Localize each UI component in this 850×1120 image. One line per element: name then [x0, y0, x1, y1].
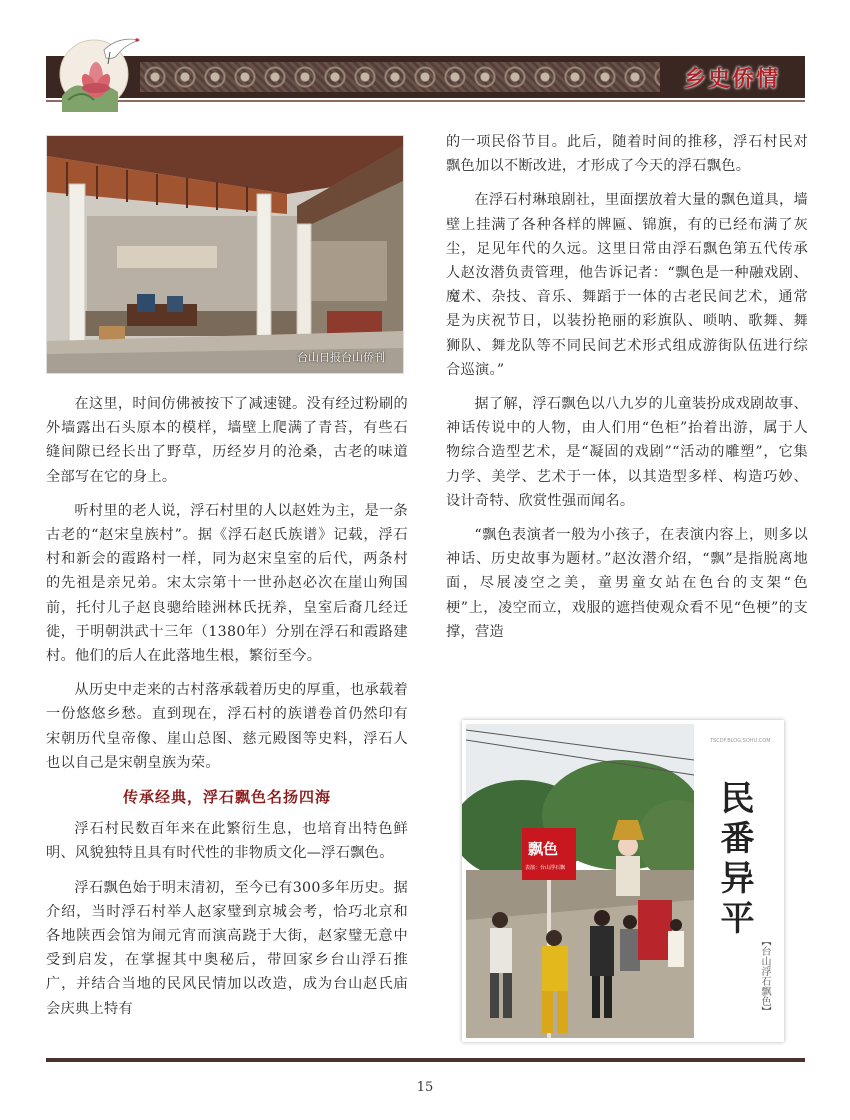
photo-source-caption: TSCDF.BLOG.SOHU.COM — [710, 738, 771, 744]
calligraphy-subtitle: 【台山浮石飘色】 — [759, 936, 770, 1016]
lotus-crane-ornament-icon — [48, 30, 144, 114]
parade-sign-subtext: 表演：台山浮石飘 — [525, 865, 566, 871]
footer-rule — [46, 1058, 805, 1062]
paragraph: 据了解，浮石飘色以八九岁的儿童装扮成戏剧故事、神话传说中的人物，由人们用“色柜”抬着出游，属于人物综合造型艺术，是“凝固的戏剧”“活动的雕塑”，它集力学、美学、艺术于一体，以其造型多样、构造巧妙、设计奇特、欣赏性强而闻名。 — [446, 396, 808, 509]
section-title-box — [662, 60, 802, 94]
right-text-column — [446, 130, 808, 654]
paragraph: 浮石村民数百年来在此繁衍生息，也培育出特色鲜明、风貌独特且具有时代性的非物质文化—浮石飘色。 — [46, 821, 408, 862]
section-subheading: 传承经典，浮石飘色名扬四海 — [122, 788, 331, 807]
paragraph: 在这里，时间仿佛被按下了减速键。没有经过粉刷的外墙露出石头原本的模样，墙壁上爬满了青苔，有些石缝间隙已经长出了野草，历经岁月的沧桑，古老的味道全部写在它的身上。 — [46, 396, 408, 485]
paragraph: 听村里的老人说，浮石村里的人以赵姓为主，是一条古老的“赵宋皇族村”。据《浮石赵氏族谱》记载，浮石村和新会的霞路村一样，同为赵宋皇室的后代，两条村的先祖是亲兄弟。宋太宗第十一世孙赵必次在崖山殉国前，托付儿子赵良骢给睦洲林氏抚养，皇室后裔几经迁徙，于明朝洪武十三年（1380年）分别在浮石和霞路建村。他们的后人在此落地生根，繁衍至今。 — [46, 502, 408, 665]
parade-sign-label: 飘色 — [528, 840, 559, 858]
photo-watermark: 台山日报台山侨刊 — [297, 351, 385, 364]
paragraph: 从历史中走来的古村落承载着历史的厚重，也承载着一份悠悠乡愁。直到现在，浮石村的族谱卷首仍然印有宋朝历代皇帝像、崖山总图、慈元殿图等史料，浮石人也以自己是宋朝皇族为荣。 — [46, 682, 408, 771]
paragraph: 在浮石村琳琅剧社，里面摆放着大量的飘色道具，墙壁上挂满了各种各样的牌匾、锦旗，有的已经布满了灰尘，足见年代的久远。这里日常由浮石飘色第五代传承人赵汝潜负责管理，他告诉记者：“飘色是一种融戏剧、魔术、杂技、音乐、舞蹈于一体的古老民间艺术，通常是为庆祝节日，以装扮艳丽的彩旗队、唢呐、歌舞、舞狮队、舞龙队等不同民间艺术形式组成游街队伍进行综合巡演。” — [446, 192, 808, 378]
paragraph-continuation: 的一项民俗节目。此后，随着时间的推移，浮石村民对飘色加以不断改进，才形成了今天的浮石飘色。 — [446, 134, 808, 175]
header-ornamental-pattern — [140, 62, 660, 92]
ancestral-hall-photo — [46, 135, 404, 374]
header-rule — [46, 100, 805, 102]
calligraphy-title: 民番异平 — [714, 780, 754, 940]
left-text-column — [46, 392, 408, 1031]
piaose-parade-photo — [462, 720, 784, 1042]
page-number: 15 — [416, 1080, 434, 1095]
section-title: 乡史侨情 — [683, 65, 780, 92]
paragraph: 浮石飘色始于明末清初，至今已有300多年历史。据介绍，当时浮石村举人赵家璧到京城会考，恰巧北京和各地陕西会馆为闹元宵而演高跷于大街，赵家璧无意中受到启发，在掌握其中奥秘后，带回家乡台山浮石推广，并结合当地的民风民情加以改造，成为台山赵氏庙会庆典上特有 — [46, 879, 408, 1017]
paragraph: “飘色表演者一般为小孩子，在表演内容上，则多以神话、历史故事为题材。”赵汝潜介绍，“飘”是指脱离地面，尽展凌空之美，童男童女站在色台的支架“色梗”上，凌空而立，戏服的遮挡使观众看不见“色梗”的支撑，营造 — [446, 527, 808, 640]
